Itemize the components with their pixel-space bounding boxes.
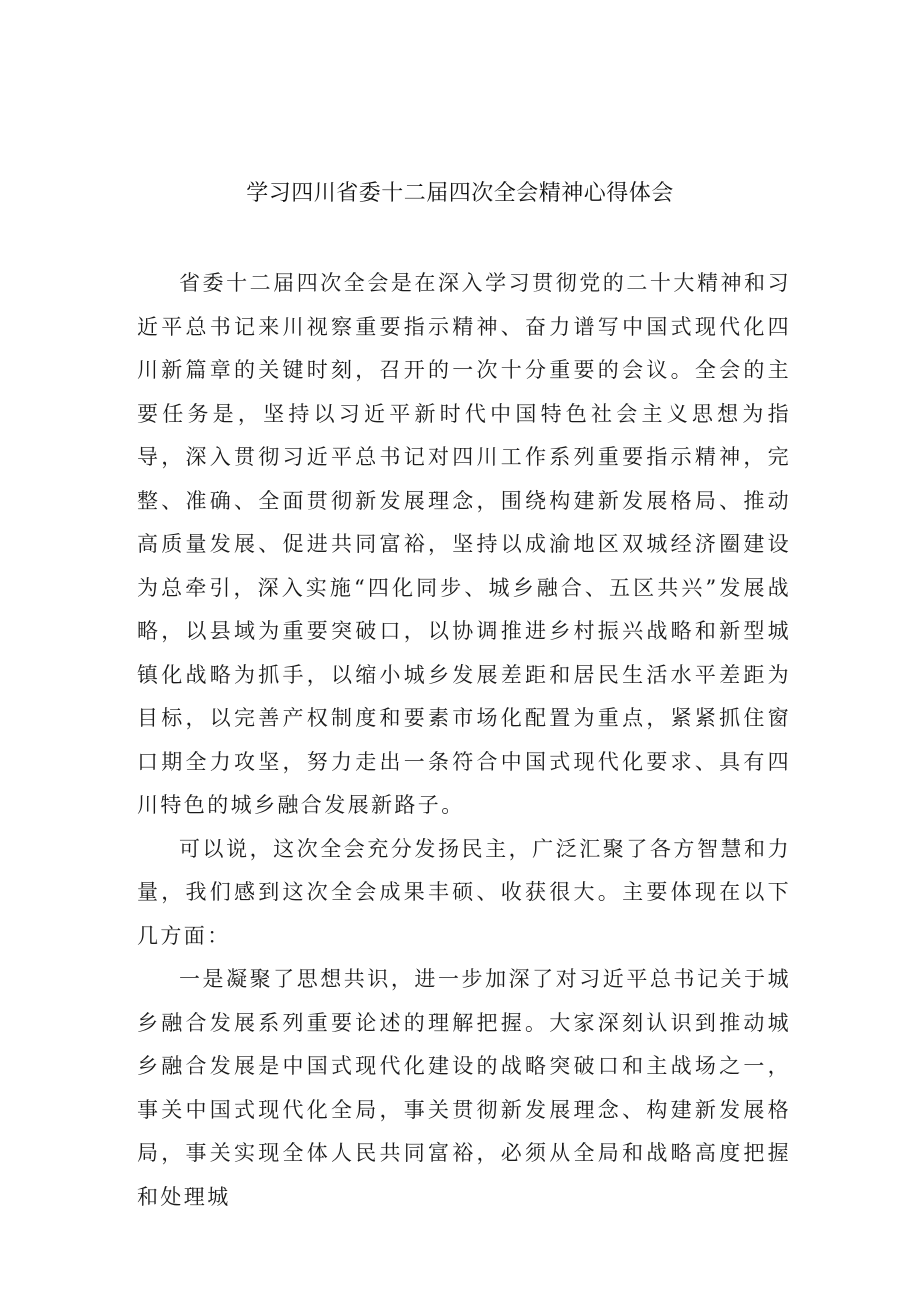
document-title: 学习四川省委十二届四次全会精神心得体会	[246, 181, 674, 206]
document-body	[137, 262, 791, 1219]
paragraph-3: 一是凝聚了思想共识，进一步加深了对习近平总书记关于城乡融合发展系列重要论述的理解把握。大家深刻认识到推动城乡融合发展是中国式现代化建设的战略突破口和主战场之一，事关中国式现代化全局，事关贯彻新发展理念、构建新发展格局，事关实现全体人民共同富裕，必须从全局和战略高度把握和处理城	[137, 967, 791, 1209]
paragraph-1: 省委十二届四次全会是在深入学习贯彻党的二十大精神和习近平总书记来川视察重要指示精神、奋力谱写中国式现代化四川新篇章的关键时刻，召开的一次十分重要的会议。全会的主要任务是，坚持以习近平新时代中国特色社会主义思想为指导，深入贯彻习近平总书记对四川工作系列重要指示精神，完整、准确、全面贯彻新发展理念，围绕构建新发展格局、推动高质量发展、促进共同富裕，坚持以成渝地区双城经济圈建设为总牵引，深入实施“四化同步、城乡融合、五区共兴”发展战略，以县域为重要突破口，以协调推进乡村振兴战略和新型城镇化战略为抓手，以缩小城乡发展差距和居民生活水平差距为目标，以完善产权制度和要素市场化配置为重点，紧紧抓住窗口期全力攻坚，努力走出一条符合中国式现代化要求、具有四川特色的城乡融合发展新路子。	[137, 271, 791, 817]
paragraph-2: 可以说，这次全会充分发扬民主，广泛汇聚了各方智慧和力量，我们感到这次全会成果丰硕、收获很大。主要体现在以下几方面：	[137, 836, 791, 948]
